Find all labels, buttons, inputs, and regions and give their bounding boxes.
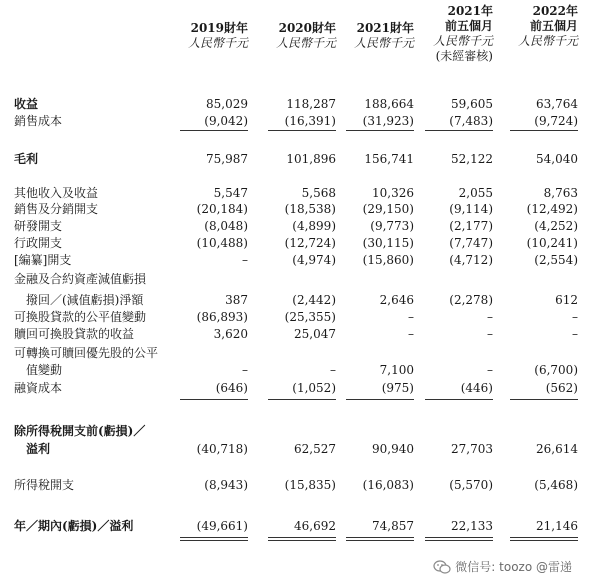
table-cell: 101,896 bbox=[286, 152, 336, 166]
table-cell: (9,042) bbox=[204, 114, 248, 128]
table-cell: (646) bbox=[215, 381, 248, 395]
row-label: 收益 bbox=[14, 97, 39, 111]
underline-rule bbox=[346, 399, 414, 400]
row-label: 可轉換可贖回優先股的公平 bbox=[14, 346, 159, 360]
row-label: 銷售成本 bbox=[14, 114, 63, 128]
table-cell: – bbox=[242, 253, 248, 267]
table-cell: (4,974) bbox=[292, 253, 336, 267]
table-cell: (30,115) bbox=[362, 236, 414, 250]
table-cell: (5,468) bbox=[534, 478, 578, 492]
table-cell: (7,747) bbox=[449, 236, 493, 250]
table-cell: 2,055 bbox=[458, 186, 493, 200]
table-cell: 46,692 bbox=[294, 519, 336, 533]
column-unit: 人民幣千元 bbox=[517, 34, 578, 48]
table-cell: (15,860) bbox=[362, 253, 414, 267]
row-label: 毛利 bbox=[14, 152, 39, 166]
watermark-text: 微信号: toozo @雷递 bbox=[455, 560, 572, 574]
table-cell: (2,442) bbox=[292, 293, 336, 307]
table-cell: (16,083) bbox=[362, 478, 414, 492]
column-header bbox=[256, 21, 336, 51]
table-cell: (975) bbox=[381, 381, 414, 395]
column-header bbox=[498, 4, 578, 49]
column-header bbox=[334, 21, 414, 51]
column-year: 2022年 bbox=[532, 4, 578, 18]
table-cell: (9,114) bbox=[449, 202, 493, 216]
column-year: 2020財年 bbox=[278, 21, 336, 35]
table-cell: 74,857 bbox=[372, 519, 414, 533]
table-cell: – bbox=[572, 327, 578, 341]
table-cell: 26,614 bbox=[536, 442, 578, 456]
row-label: 撥回／(減值虧損)淨額 bbox=[14, 293, 144, 307]
row-label: 研發開支 bbox=[14, 219, 63, 233]
column-unit: 人民幣千元 bbox=[432, 34, 493, 48]
table-cell: (9,773) bbox=[370, 219, 414, 233]
table-cell: 118,287 bbox=[286, 97, 336, 111]
table-cell: (2,177) bbox=[449, 219, 493, 233]
table-cell: – bbox=[242, 363, 248, 377]
table-cell: 188,664 bbox=[364, 97, 414, 111]
column-unit: 人民幣千元 bbox=[187, 36, 248, 50]
column-unit: 人民幣千元 bbox=[353, 36, 414, 50]
table-cell: 3,620 bbox=[213, 327, 248, 341]
column-header bbox=[168, 21, 248, 51]
table-cell: (6,700) bbox=[534, 363, 578, 377]
row-label: 贖回可換股貸款的收益 bbox=[14, 327, 135, 341]
table-cell: – bbox=[330, 363, 336, 377]
row-label: [編纂]開支 bbox=[14, 253, 72, 267]
column-note: (未經審核) bbox=[435, 49, 493, 63]
column-period: 前五個月 bbox=[529, 19, 578, 33]
row-label: 其他收入及收益 bbox=[14, 186, 99, 200]
column-period: 前五個月 bbox=[444, 19, 493, 33]
table-cell: 612 bbox=[555, 293, 578, 307]
table-cell: 63,764 bbox=[536, 97, 578, 111]
underline-rule bbox=[346, 130, 414, 131]
table-cell: (7,483) bbox=[449, 114, 493, 128]
row-label: 溢利 bbox=[14, 442, 51, 456]
table-cell: (8,048) bbox=[204, 219, 248, 233]
table-cell: (40,718) bbox=[196, 442, 248, 456]
row-label: 除所得稅開支前(虧損)／ bbox=[14, 424, 146, 438]
table-cell: 5,568 bbox=[301, 186, 336, 200]
column-header bbox=[413, 4, 493, 64]
underline-rule bbox=[425, 399, 493, 400]
table-cell: – bbox=[487, 310, 493, 324]
underline-rule bbox=[180, 537, 248, 541]
row-label: 年／期內(虧損)／溢利 bbox=[14, 519, 134, 533]
row-label: 金融及合約資產減值虧損 bbox=[14, 272, 147, 286]
table-cell: 2,646 bbox=[379, 293, 414, 307]
table-cell: (29,150) bbox=[362, 202, 414, 216]
table-cell: (4,712) bbox=[449, 253, 493, 267]
table-cell: (15,835) bbox=[284, 478, 336, 492]
table-cell: (2,554) bbox=[534, 253, 578, 267]
table-cell: 387 bbox=[225, 293, 248, 307]
table-cell: (20,184) bbox=[196, 202, 248, 216]
table-cell: 22,133 bbox=[451, 519, 493, 533]
table-cell: 62,527 bbox=[294, 442, 336, 456]
table-cell: (12,492) bbox=[526, 202, 578, 216]
row-label: 融資成本 bbox=[14, 381, 63, 395]
table-cell: 21,146 bbox=[536, 519, 578, 533]
table-cell: (16,391) bbox=[284, 114, 336, 128]
table-cell: (12,724) bbox=[284, 236, 336, 250]
table-cell: 156,741 bbox=[364, 152, 414, 166]
table-cell: – bbox=[408, 310, 414, 324]
row-label: 銷售及分銷開支 bbox=[14, 202, 99, 216]
column-year: 2021年 bbox=[447, 4, 493, 18]
table-cell: (86,893) bbox=[196, 310, 248, 324]
wechat-icon bbox=[433, 560, 451, 574]
column-year: 2019財年 bbox=[190, 21, 248, 35]
table-cell: (49,661) bbox=[196, 519, 248, 533]
table-cell: 85,029 bbox=[206, 97, 248, 111]
underline-rule bbox=[510, 399, 578, 400]
table-cell: – bbox=[408, 327, 414, 341]
row-label: 值變動 bbox=[14, 363, 63, 377]
table-cell: (4,899) bbox=[292, 219, 336, 233]
column-unit: 人民幣千元 bbox=[275, 36, 336, 50]
table-cell: 25,047 bbox=[294, 327, 336, 341]
table-cell: (2,278) bbox=[449, 293, 493, 307]
column-year: 2021財年 bbox=[356, 21, 414, 35]
row-label: 所得稅開支 bbox=[14, 478, 75, 492]
table-cell: (10,241) bbox=[526, 236, 578, 250]
row-label: 行政開支 bbox=[14, 236, 63, 250]
table-cell: (18,538) bbox=[284, 202, 336, 216]
table-cell: 52,122 bbox=[451, 152, 493, 166]
table-cell: (10,488) bbox=[196, 236, 248, 250]
underline-rule bbox=[180, 130, 248, 131]
table-cell: – bbox=[487, 363, 493, 377]
table-cell: 90,940 bbox=[372, 442, 414, 456]
table-cell: 59,605 bbox=[451, 97, 493, 111]
table-cell: (5,570) bbox=[449, 478, 493, 492]
table-cell: (446) bbox=[460, 381, 493, 395]
table-cell: 8,763 bbox=[543, 186, 578, 200]
table-cell: (25,355) bbox=[284, 310, 336, 324]
underline-rule bbox=[268, 399, 336, 400]
underline-rule bbox=[425, 130, 493, 131]
underline-rule bbox=[425, 537, 493, 541]
table-cell: 5,547 bbox=[213, 186, 248, 200]
table-cell: 75,987 bbox=[206, 152, 248, 166]
table-cell: (1,052) bbox=[292, 381, 336, 395]
table-cell: 27,703 bbox=[451, 442, 493, 456]
table-cell: (31,923) bbox=[362, 114, 414, 128]
underline-rule bbox=[268, 130, 336, 131]
underline-rule bbox=[268, 537, 336, 541]
table-cell: – bbox=[487, 327, 493, 341]
underline-rule bbox=[510, 537, 578, 541]
underline-rule bbox=[510, 130, 578, 131]
table-cell: (9,724) bbox=[534, 114, 578, 128]
underline-rule bbox=[180, 399, 248, 400]
table-cell: (4,252) bbox=[534, 219, 578, 233]
table-cell: 7,100 bbox=[379, 363, 414, 377]
table-cell: 10,326 bbox=[372, 186, 414, 200]
row-label: 可換股貸款的公平值變動 bbox=[14, 310, 147, 324]
table-cell: – bbox=[572, 310, 578, 324]
watermark bbox=[433, 558, 572, 575]
table-cell: (562) bbox=[545, 381, 578, 395]
table-cell: 54,040 bbox=[536, 152, 578, 166]
table-cell: (8,943) bbox=[204, 478, 248, 492]
underline-rule bbox=[346, 537, 414, 541]
